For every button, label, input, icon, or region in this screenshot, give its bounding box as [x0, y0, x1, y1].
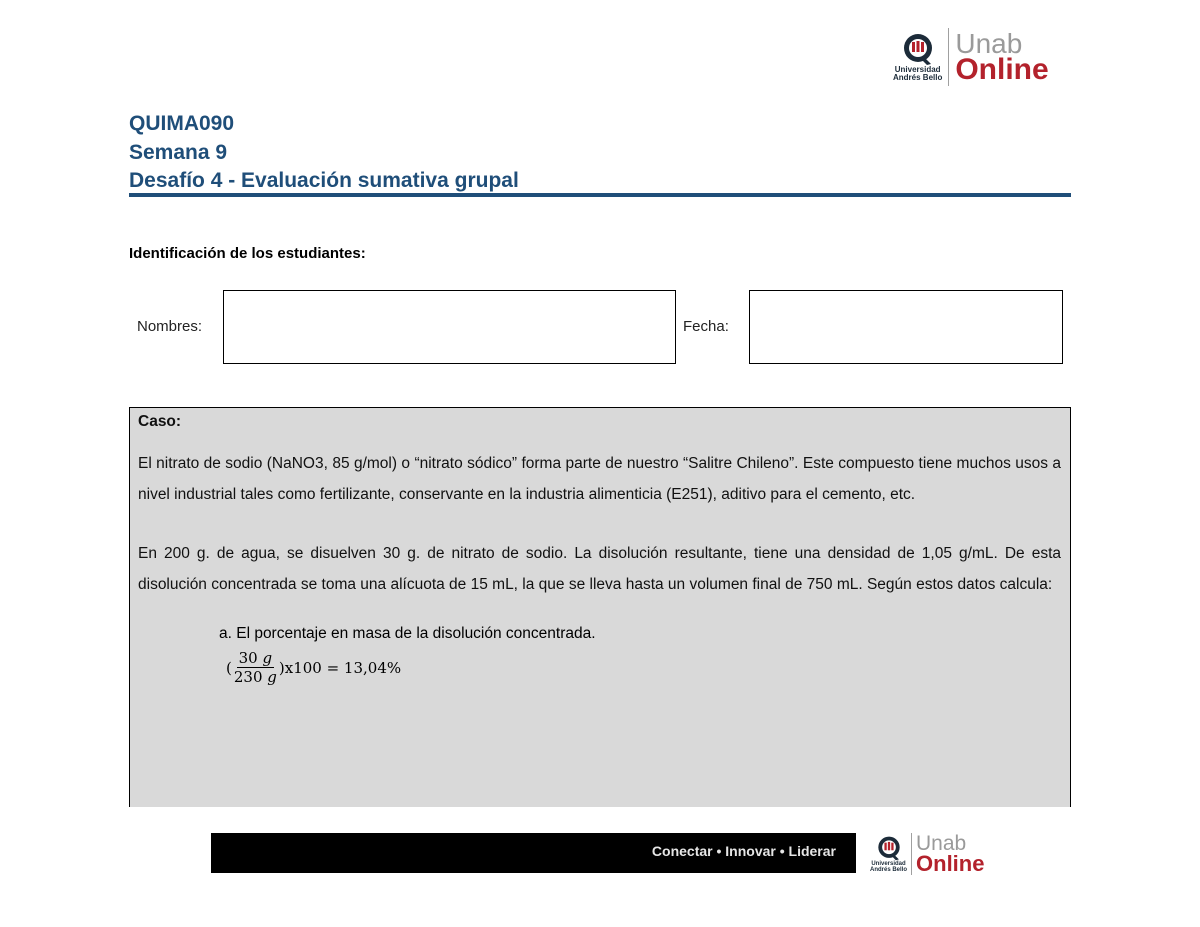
footer-logo — [870, 833, 984, 875]
formula-open-paren: ( — [226, 658, 232, 677]
footer-logo-brand — [916, 831, 985, 876]
names-field[interactable] — [223, 290, 676, 364]
footer-logo-divider — [911, 833, 912, 875]
footer-logo-unab: Unab — [916, 831, 967, 855]
course-code: QUIMA090 — [129, 112, 235, 135]
formula-fraction — [232, 649, 279, 686]
date-field[interactable] — [749, 290, 1063, 364]
logo-university-line2: Andrés Bello — [893, 73, 943, 82]
logo-online: Online — [955, 53, 1049, 87]
footer-seal-icon — [873, 835, 905, 861]
logo-unab: Unab — [955, 27, 1023, 59]
footer-university-emblem — [870, 835, 907, 874]
unab-online-logo — [893, 28, 1049, 86]
formula — [226, 649, 1061, 686]
week-title: Semana 9 — [129, 141, 228, 164]
date-label: Fecha: — [683, 318, 729, 335]
logo-divider — [948, 28, 949, 86]
logo-brand — [955, 27, 1049, 87]
formula-denominator: 230 g — [233, 668, 277, 686]
identification-title: Identificación de los estudiantes: — [129, 245, 366, 262]
university-emblem — [893, 32, 942, 83]
activity-title: Desafío 4 - Evaluación sumativa grupal — [129, 169, 519, 192]
footer-logo-university-line1: Universidad — [871, 860, 906, 867]
case-paragraph-2: En 200 g. de agua, se disuelven 30 g. de nitrato de sodio. La disolución resultante, tiene una densidad de 1,05 g/mL. De esta disolución concentrada se toma una alícuota de 15 mL, la que se lleva hasta un volumen final de 750 mL. Según estos datos calcula: — [138, 545, 1061, 593]
footer-bar — [211, 833, 856, 873]
case-title: Caso: — [138, 413, 182, 430]
formula-numerator: 30 g — [238, 649, 273, 667]
names-label: Nombres: — [137, 318, 203, 335]
question-a: a. El porcentaje en masa de la disolución concentrada. — [219, 625, 596, 642]
footer-logo-university-line2: Andrés Bello — [870, 867, 908, 873]
formula-result: )x100 = 13,04% — [278, 658, 402, 677]
logo-university-line1: Universidad — [894, 64, 941, 74]
seal-icon — [897, 32, 939, 66]
footer-slogan: Conectar • Innovar • Liderar — [651, 843, 836, 859]
case-box — [129, 407, 1071, 807]
case-paragraph-1: El nitrato de sodio (NaNO3, 85 g/mol) o “nitrato sódico” forma parte de nuestro “Salitre Chileno”. Este compuesto tiene muchos usos a nivel industrial tales como fertilizante, conservante en la industria alimenticia (E251), aditivo para el cemento, etc. — [138, 455, 1061, 503]
footer-logo-online: Online — [916, 850, 985, 876]
header-rule — [129, 193, 1071, 197]
